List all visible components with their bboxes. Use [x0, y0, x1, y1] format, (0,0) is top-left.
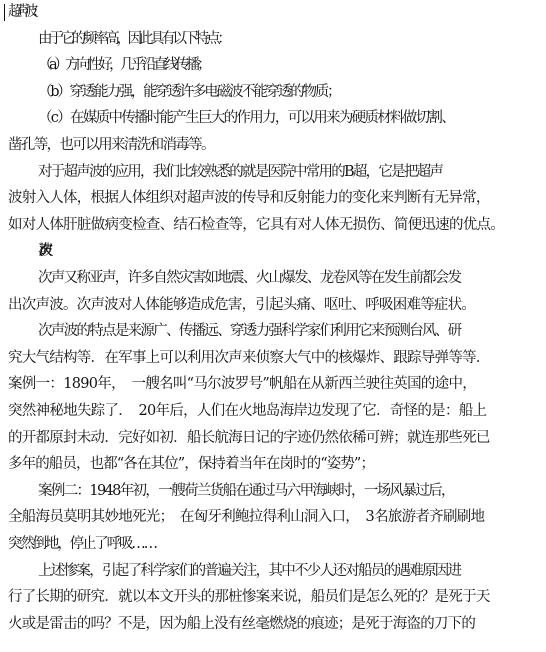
document-line: 由于它的频率高，因此具有以下特点：: [38, 30, 229, 47]
document-line: 凿孔等，也可以用来清洗和消毒等。: [8, 137, 214, 153]
document-line: 突然神秘地失踪了． 20年后，人们在火地岛海岸边发现了它．奇怪的是：船上: [8, 403, 487, 419]
document-line: 次声又称亚声，许多自然灾害如地震、火山爆发、龙卷风等在发生前都会发: [38, 270, 461, 286]
document-line: 对于超声波的应用，我们比较熟悉的就是医院中常用的B超，它是把超声: [38, 163, 443, 180]
document-line: 如对人体肝脏做病变检查、结石检查等，它具有对人体无损伤、简便迅速的优点。: [8, 216, 505, 233]
document-line: 案例一：1890年， 一艘名叫“马尔波罗号”帆船在从新西兰驶往英国的途中，: [8, 376, 477, 393]
document-line: 火或是雷击的吗？不是，因为船上没有丝毫燃烧的痕迹；是死于海盗的刀下的: [8, 615, 476, 632]
document-line: （c）在媒质中传播时能产生巨大的作用力，可以用来为硬质材料做切割、: [38, 110, 455, 127]
document-line: 全船海员莫明其妙地死光； 在匈牙利鲍拉得利山洞入口， 3名旅游者齐刷刷地: [8, 509, 485, 526]
document-line: 出次声波。次声波对人体能够造成危害，引起头痛、呕吐、呼吸困难等症状。: [8, 296, 476, 313]
document-line: 波射入人体，根据人体组织对超声波的传导和反射能力的变化来判断有无异常，: [8, 190, 490, 207]
document-line: 多年的船员，也都“各在其位”，保持着当年在岗时的“姿势”；: [8, 456, 375, 473]
document-line: 突然倒地，停止了呼吸……: [8, 536, 156, 552]
document-line: 上述惨案，引起了科学家们的普遍关注，其中不少人还对船员的遇难原因进: [38, 562, 461, 579]
document-line: 行了长期的研究．就以本文开头的那桩惨案来说，船员们是怎么死的？是死于天: [8, 589, 490, 606]
document-line: 的开都原封未动．完好如初．船长航海日记的字迹仍然依稀可辨；就连那些死已: [8, 429, 490, 446]
document-line: 超声波：: [8, 4, 40, 20]
document-line: 次声波：: [38, 243, 40, 260]
document-line: 案例二：1948年初，一艘荷兰货船在通过马六甲海峡时，一场风暴过后，: [38, 482, 454, 499]
document-line: （a）方向性好，几乎沿直线传播；: [38, 57, 209, 74]
document-line: 究大气结构等．在军事上可以利用次声来侦察大气中的核爆炸、跟踪导弹等等．: [8, 349, 490, 366]
document-line: （b）穿透能力强，能穿透许多电磁波不能穿透的物质；: [38, 83, 340, 100]
document-line: 次声波的特点是来源广、传播远、穿透力强科学家们利用它来预测台风、研: [38, 323, 461, 340]
text-cursor: [4, 4, 5, 21]
